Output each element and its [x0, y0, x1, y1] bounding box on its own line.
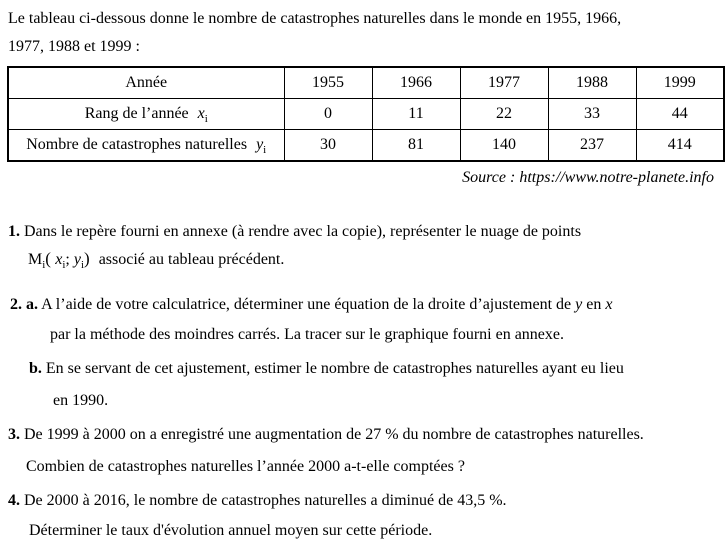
- cell-annee-2: 1977: [460, 67, 548, 99]
- math-var-x: x: [605, 296, 613, 313]
- question-2b-line-1: [29, 359, 624, 379]
- intro-line-2: 1977, 1988 et 1999 :: [8, 38, 140, 55]
- cell-nombre-2: 140: [460, 130, 548, 162]
- cell-rang-0: 0: [284, 99, 372, 130]
- question-4-line-2: Déterminer le taux d'évolution annuel moyen sur cette période.: [29, 522, 433, 539]
- row-label-nombre: [8, 130, 284, 162]
- cell-annee-0: 1955: [284, 67, 372, 99]
- cell-annee-1: 1966: [372, 67, 460, 99]
- question-3-line-2: Combien de catastrophes naturelles l’année 2000 a-t-elle comptées ?: [26, 458, 465, 475]
- cell-rang-2: 22: [460, 99, 548, 130]
- question-1-number: 1.: [8, 223, 20, 240]
- question-3-text: De 1999 à 2000 on a enregistré une augmentation de 27 % du nombre de catastrophes naturelles.: [24, 426, 644, 443]
- question-3-number: 3.: [8, 426, 20, 443]
- row-label-rang-text: Rang de l’année: [84, 105, 189, 122]
- math-sub-i: i: [204, 113, 208, 126]
- question-2a-text: A l’aide de votre calculatrice, déterminer une équation de la droite d’ajustement de: [41, 296, 572, 313]
- question-1-line-1: [8, 222, 581, 242]
- row-label-rang: [8, 99, 284, 130]
- question-2a-line-2: par la méthode des moindres carrés. La tracer sur le graphique fourni en annexe.: [50, 326, 564, 343]
- math-M-sub: i: [42, 259, 46, 272]
- question-1-text-2: associé au tableau précédent.: [98, 251, 285, 268]
- question-2a-text-mid: en: [586, 296, 602, 313]
- cell-rang-4: 44: [636, 99, 724, 130]
- math-var-y: y: [256, 136, 264, 153]
- question-1-text: Dans le repère fourni en annexe (à rendre avec la copie), représenter le nuage de points: [24, 223, 582, 240]
- paren-open: (: [45, 249, 56, 268]
- question-2b-number: b.: [29, 360, 42, 377]
- table-row-nombre: [8, 130, 724, 162]
- question-4-number: 4.: [8, 492, 20, 509]
- data-table: [7, 66, 725, 162]
- question-2b-line-2: en 1990.: [53, 392, 109, 409]
- cell-nombre-4: 414: [636, 130, 724, 162]
- question-2a-line-1: [10, 295, 616, 315]
- math-x-sub: i: [62, 259, 66, 272]
- cell-rang-3: 33: [548, 99, 636, 130]
- cell-annee-4: 1999: [636, 67, 724, 99]
- math-var-x: x: [197, 105, 205, 122]
- cell-nombre-0: 30: [284, 130, 372, 162]
- math-var-y: y: [575, 296, 583, 313]
- row-label-annee: Année: [8, 67, 284, 99]
- row-label-nombre-text: Nombre de catastrophes naturelles: [26, 136, 248, 153]
- question-4-line-1: [8, 491, 507, 511]
- table-row-rang: [8, 99, 724, 130]
- math-M: M: [28, 251, 43, 268]
- math-y-sub: i: [80, 259, 85, 272]
- question-1-line-2: [28, 249, 284, 270]
- cell-nombre-3: 237: [548, 130, 636, 162]
- cell-nombre-1: 81: [372, 130, 460, 162]
- paren-close: ): [84, 249, 90, 268]
- cell-rang-1: 11: [372, 99, 460, 130]
- math-separator: ;: [65, 251, 74, 268]
- question-4-text: De 2000 à 2016, le nombre de catastrophes naturelles a diminué de 43,5 %.: [24, 492, 507, 509]
- source-citation: Source : https://www.notre-planete.info: [462, 169, 714, 186]
- cell-annee-3: 1988: [548, 67, 636, 99]
- table-row-annee: [8, 67, 724, 99]
- question-2b-text: En se servant de cet ajustement, estimer le nombre de catastrophes naturelles ayant eu lieu: [45, 360, 624, 377]
- math-sub-i: i: [263, 144, 267, 157]
- math-var-x: x: [55, 251, 63, 268]
- math-var-y: y: [73, 251, 81, 268]
- question-3-line-1: [8, 425, 644, 445]
- intro-line-1: Le tableau ci-dessous donne le nombre de catastrophes naturelles dans le monde en 1955, 1966,: [8, 10, 622, 27]
- question-2a-number: 2. a.: [10, 296, 38, 313]
